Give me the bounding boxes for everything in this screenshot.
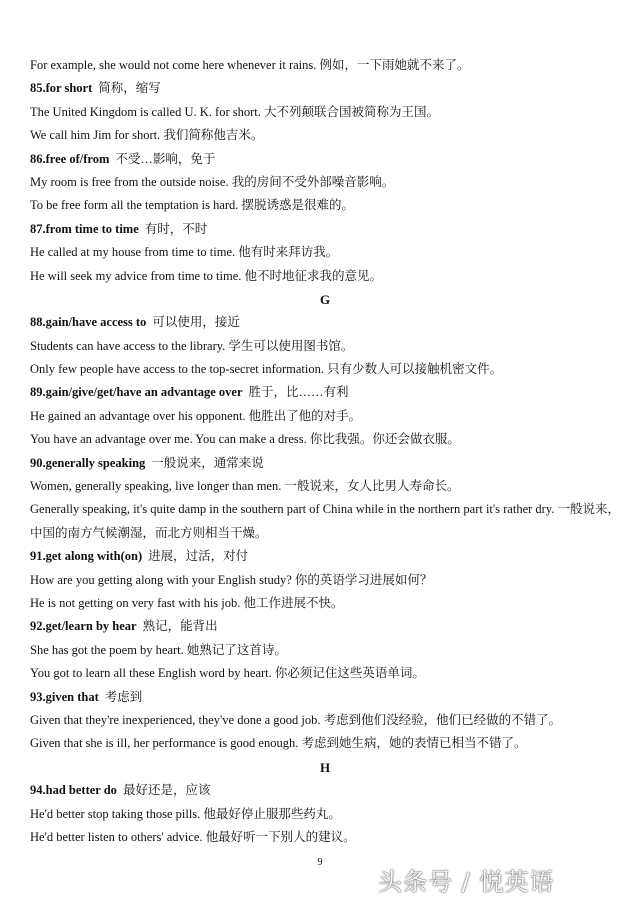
phrase-entry-87 — [30, 218, 620, 241]
phrase-meaning: 可以使用，接近 — [152, 315, 240, 330]
example-sentence: You have an advantage over me. You can make a dress. 你比我强。你还会做衣服。 — [30, 432, 460, 447]
section-heading-h: H — [319, 759, 331, 775]
page-number: 9 — [317, 857, 323, 868]
example-sentence: The United Kingdom is called U. K. for short. 大不列颠联合国被简称为王国。 — [30, 104, 439, 119]
phrase-entry-90 — [30, 452, 620, 475]
phrase-term: 93.given that — [30, 689, 99, 704]
example-sentence: We call him Jim for short. 我们简称他吉米。 — [30, 128, 264, 143]
example-sentence: Women, generally speaking, live longer than men. 一般说来，女人比男人寿命长。 — [30, 479, 460, 494]
phrase-meaning: 胜于，比……有利 — [248, 385, 349, 400]
phrase-entry-86 — [30, 148, 620, 171]
phrase-meaning: 有时，不时 — [144, 221, 208, 236]
phrase-entry-93 — [30, 686, 620, 709]
example-sentence: He gained an advantage over his opponent. 他胜出了他的对手。 — [30, 408, 362, 423]
phrase-meaning: 不受…影响，免于 — [115, 151, 216, 166]
example-sentence: He'd better listen to others' advice. 他最好听一下别人的建议。 — [30, 829, 356, 844]
example-sentence: He is not getting on very fast with his job. 他工作进展不快。 — [30, 596, 344, 611]
phrase-entry-91 — [30, 545, 620, 568]
example-sentence: He called at my house from time to time. 他有时来拜访我。 — [30, 245, 339, 260]
example-sentence: Only few people have access to the top-secret information. 只有少数人可以接触机密文件。 — [30, 362, 503, 377]
example-sentence: Given that they're inexperienced, they've done a good job. 考虑到他们没经验，他们已经做的不错了。 — [30, 712, 562, 727]
example-sentence: For example, she would not come here whenever it rains. 例如，一下雨她就不来了。 — [30, 58, 470, 72]
example-sentence: How are you getting along with your English study? 你的英语学习进展如何？ — [30, 572, 433, 587]
example-sentence: Students can have access to the library. 学生可以使用图书馆。 — [30, 338, 354, 353]
phrase-meaning: 最好还是，应该 — [122, 783, 211, 798]
phrase-meaning: 一般说来，通常来说 — [151, 455, 264, 470]
phrase-meaning: 进展，过活，对付 — [148, 549, 249, 564]
phrase-term: 89.gain/give/get/have an advantage over — [30, 385, 243, 400]
phrase-meaning: 简称，缩写 — [98, 81, 161, 96]
example-sentence: She has got the poem by heart. 她熟记了这首诗。 — [30, 642, 287, 657]
phrase-term: 87.from time to time — [30, 221, 139, 236]
phrase-term: 90.generally speaking — [30, 455, 146, 470]
example-sentence: You got to learn all these English word by heart. 你必须记住这些英语单词。 — [30, 666, 425, 681]
example-sentence: My room is free from the outside noise. 我的房间不受外部噪音影响。 — [30, 174, 395, 189]
phrase-entry-88 — [30, 311, 620, 334]
page-content — [30, 54, 620, 849]
phrase-entry-89 — [30, 381, 620, 404]
phrase-entry-94 — [30, 779, 620, 802]
section-heading-g: G — [319, 291, 331, 307]
phrase-entry-85 — [30, 77, 620, 100]
example-sentence: Given that she is ill, her performance is good enough. 考虑到她生病，她的表情已相当不错了。 — [30, 736, 527, 751]
example-sentence: Generally speaking, it's quite damp in the southern part of China while in the northern part it's rather dry. 一般说来，中国的南方气候潮湿，而北方则相当干燥。 — [30, 502, 621, 540]
phrase-term: 91.get along with(on) — [30, 549, 143, 564]
example-sentence: To be free form all the temptation is hard. 摆脱诱惑是很难的。 — [30, 198, 355, 213]
phrase-meaning: 考虑到 — [104, 689, 143, 704]
watermark-text: 头条号 / 悦英语 — [378, 868, 555, 896]
phrase-term: 88.gain/have access to — [30, 315, 147, 330]
phrase-term: 94.had better do — [30, 783, 117, 798]
phrase-term: 92.get/learn by hear — [30, 619, 137, 634]
phrase-meaning: 熟记，能背出 — [142, 619, 218, 634]
phrase-entry-92 — [30, 615, 620, 638]
phrase-term: 85.for short — [30, 81, 93, 96]
phrase-term: 86.free of/from — [30, 151, 110, 166]
example-sentence: He'd better stop taking those pills. 他最好停止服那些药丸。 — [30, 806, 341, 821]
example-sentence: He will seek my advice from time to time. 他不时地征求我的意见。 — [30, 268, 383, 283]
